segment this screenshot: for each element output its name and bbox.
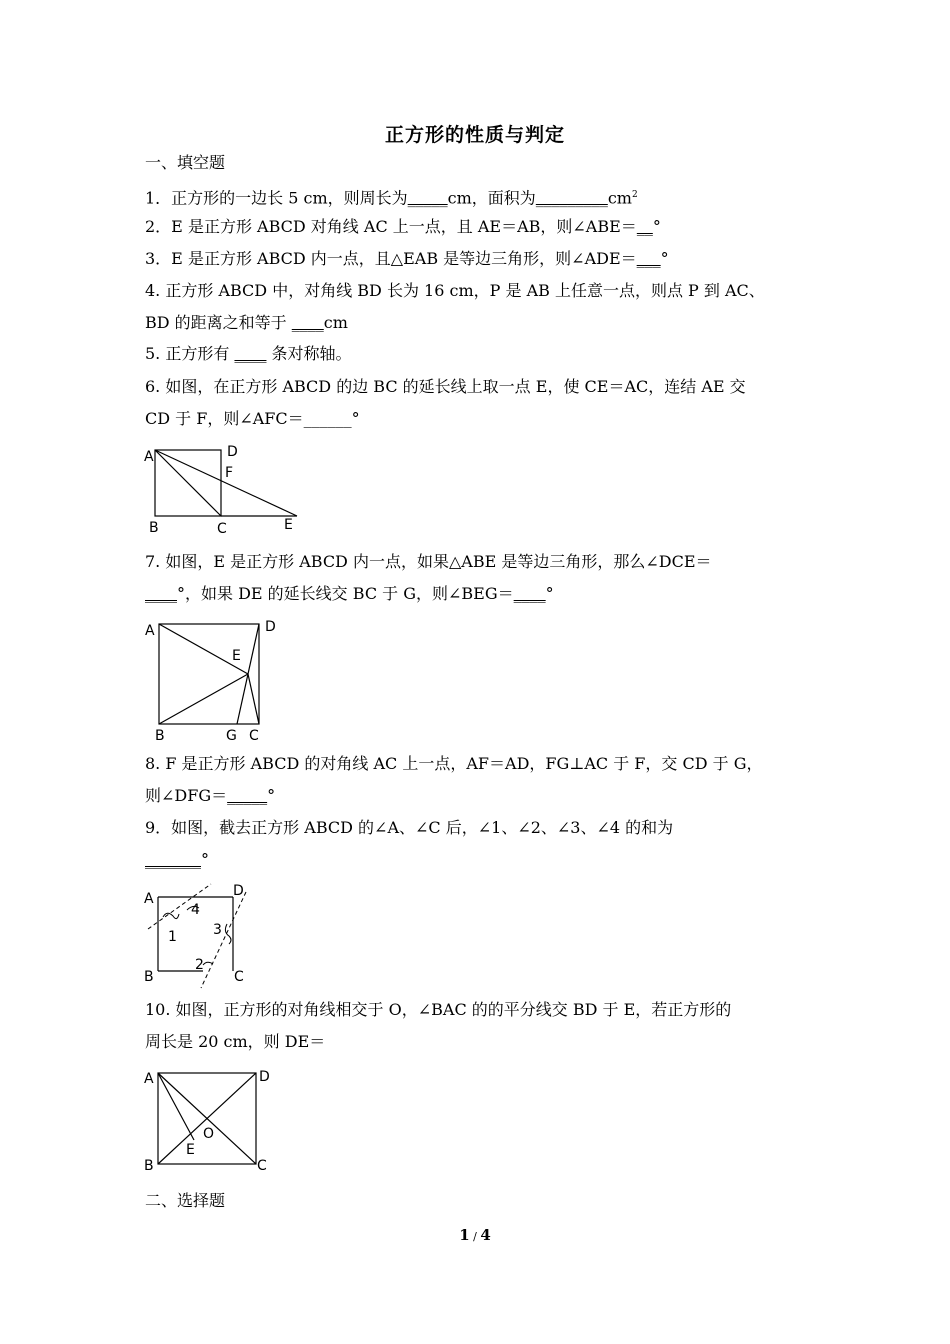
answer-blank[interactable]: _____ — [227, 786, 268, 805]
angle-1-label: 1 — [168, 929, 177, 945]
question-4-line-2: BD 的距离之和等于 ____cm — [145, 313, 348, 332]
label-C: C — [217, 521, 227, 537]
label-D: D — [227, 444, 238, 460]
label-D: D — [265, 619, 276, 635]
label-A: A — [144, 891, 154, 907]
answer-blank[interactable]: _______ — [145, 850, 201, 869]
answer-blank[interactable]: _____ — [407, 188, 448, 208]
answer-blank[interactable]: ____ — [234, 344, 267, 363]
question-6-line-2: CD 于 F，则∠AFC＝______° — [145, 409, 360, 428]
question-10-line-1: 10. 如图，正方形的对角线相交于 O，∠BAC 的的平分线交 BD 于 E，若正方形的 — [145, 1000, 732, 1019]
question-7-line-2: ____°，如果 DE 的延长线交 BC 于 G，则∠BEG＝____° — [145, 584, 554, 603]
figure-6 — [143, 442, 313, 542]
page-number: 1 / 4 — [459, 1226, 491, 1244]
label-E: E — [186, 1142, 195, 1158]
figure-9 — [143, 880, 293, 996]
angle-3-label: 3 — [213, 922, 222, 938]
angle-4-label: 4 — [191, 902, 200, 918]
answer-blank[interactable]: ____ — [513, 584, 546, 603]
label-B: B — [155, 728, 165, 744]
label-C: C — [249, 728, 259, 744]
question-8-line-2: 则∠DFG＝_____° — [145, 786, 276, 805]
question-7-line-1: 7. 如图，E 是正方形 ABCD 内一点，如果△ABE 是等边三角形，那么∠DCE＝ — [145, 552, 712, 571]
label-D: D — [233, 883, 244, 899]
label-C: C — [234, 969, 244, 985]
label-B: B — [144, 969, 154, 985]
label-B: B — [149, 520, 159, 536]
label-B: B — [144, 1158, 154, 1174]
page-title: 正方形的性质与判定 — [384, 124, 565, 146]
answer-blank[interactable]: __ — [636, 217, 653, 236]
label-G: G — [226, 728, 237, 744]
figure-7 — [143, 616, 293, 750]
angle-2-label: 2 — [195, 957, 204, 973]
label-D: D — [259, 1069, 270, 1085]
question-4-line-1: 4. 正方形 ABCD 中，对角线 BD 长为 16 cm，P 是 AB 上任意一点，则点 P 到 AC、 — [145, 281, 765, 300]
question-10-line-2: 周长是 20 cm，则 DE＝ — [145, 1032, 326, 1051]
section-heading-multiple-choice: 二、选择题 — [145, 1191, 226, 1210]
label-E: E — [284, 517, 293, 533]
question-2: 2．E 是正方形 ABCD 对角线 AC 上一点，且 AE＝AB，则∠ABE＝__° — [145, 217, 661, 236]
answer-blank[interactable]: ___ — [636, 249, 661, 268]
label-C: C — [257, 1158, 267, 1174]
label-A: A — [145, 623, 155, 639]
figure-10 — [143, 1064, 293, 1180]
label-O: O — [203, 1126, 215, 1142]
question-9-line-2: _______° — [145, 850, 209, 869]
answer-blank[interactable]: ____ — [291, 313, 324, 332]
question-6-line-1: 6. 如图，在正方形 ABCD 的边 BC 的延长线上取一点 E，使 CE＝AC，连结 AE 交 — [145, 377, 746, 396]
answer-blank[interactable]: ____ — [145, 584, 177, 603]
question-8-line-1: 8. F 是正方形 ABCD 的对角线 AC 上一点，AF＝AD，FG⊥AC 于 F，交 CD 于 G， — [145, 754, 763, 773]
question-1: 1．正方形的一边长 5 cm，则周长为_____cm，面积为$\_\_\_\_\_\_\_\_\_cm^2$ — [145, 188, 638, 208]
answer-blank[interactable]: _________ — [535, 188, 608, 208]
label-A: A — [144, 1071, 154, 1087]
label-F: F — [225, 465, 234, 481]
question-5: 5. 正方形有 ____ 条对称轴。 — [145, 344, 352, 363]
question-9-line-1: 9．如图，截去正方形 ABCD 的∠A、∠C 后，∠1、∠2、∠3、∠4 的和为 — [145, 818, 674, 837]
question-3: 3．E 是正方形 ABCD 内一点，且△EAB 是等边三角形，则∠ADE＝___° — [145, 249, 669, 268]
label-E: E — [232, 648, 241, 664]
section-heading-fill-in: 一、填空题 — [145, 153, 226, 172]
label-A: A — [144, 449, 154, 465]
